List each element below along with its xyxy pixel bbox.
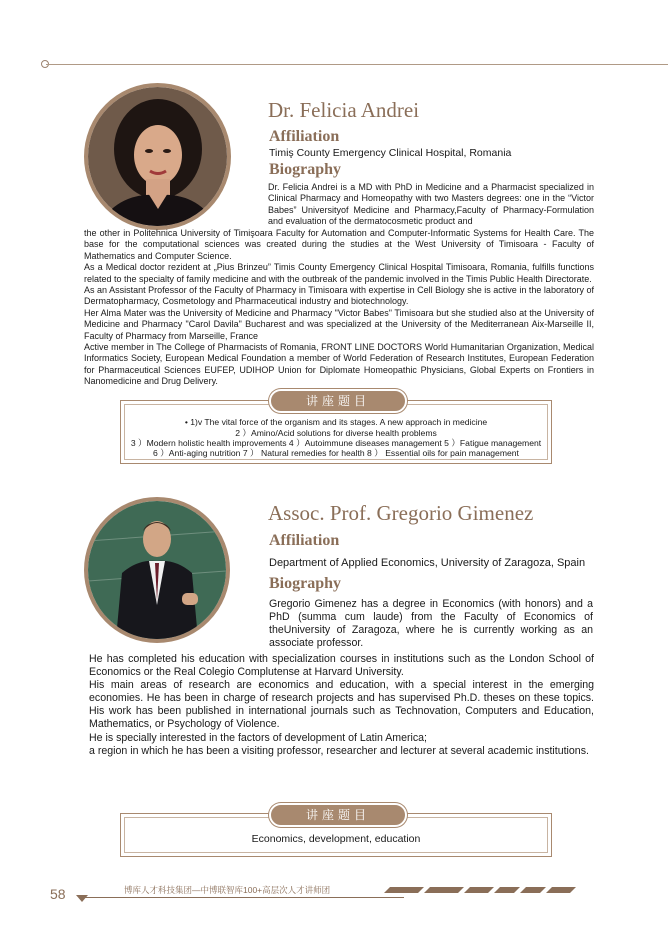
speaker-2-name: Assoc. Prof. Gregorio Gimenez <box>268 501 534 525</box>
bio-paragraph: the other in Politehnica University of Timişoara Faculty for Automation and Computer-Informatic Systems for Health Care. The base for the computational sciences was created during the studies at the West University of Timisoara - Faculty of Mathematics and Computer Science. <box>84 228 594 261</box>
footer-text: 博库人才科技集团—中博联智库100+高层次人才讲师团 <box>124 885 331 895</box>
topic-line: 6 ）Anti-aging nutrition 7 ） Natural remedies for health 8 ） Essential oils for pain management <box>153 448 519 458</box>
speaker-2-portrait <box>84 497 230 643</box>
speaker-2-affiliation: Department of Applied Economics, University of Zaragoza, Spain <box>269 557 586 569</box>
footer-rule <box>84 897 404 898</box>
bio-paragraph: As an Assistant Professor of the Faculty of Pharmacy in Timisoara with expertise in Cell Biology she is active in the laboratory of Dermatopharmacy, Cosmetology and Pharmaceutical industry and biotechnology. <box>84 285 594 307</box>
speaker-1-bio-body <box>84 228 594 388</box>
bio-paragraph: As a Medical doctor rezident at „Pius Brinzeu” Timis County Emergency Clinical Hospital Timisoara, Romania, fulfills functions related to the specialty of family medicine and with the outbreak of the pandemic involved in the Timis Public Health Directorate. <box>84 262 594 284</box>
speaker-1-affiliation-heading: Affiliation <box>269 128 340 145</box>
speaker-1-biography-heading: Biography <box>269 161 342 178</box>
speaker-1-bio-intro: Dr. Felicia Andrei is a MD with PhD in Medicine and a Pharmacist specialized in Clinical Pharmacy and Homeopathy with two Masters degrees: one in the “Victor Babes” Universityof Medicine and Pharmacy,Faculty of Pharmacy-Formulation and evaluation of the dermatocosmetic product and <box>268 182 594 227</box>
speaker-2-bio-intro: Gregorio Gimenez has a degree in Economics (with honors) and a PhD (summa cum laude) from the Faculty of Economics of theUniversity of Zaragoza, where he is currently working as an associate professor. <box>269 598 593 650</box>
bio-paragraph: a region in which he has been a visiting professor, researcher and lecturer at several academic institutions. <box>89 744 589 757</box>
bio-paragraph: Active member in The College of Pharmacists of Romania, FRONT LINE DOCTORS World Humanitarian Organization, Medical Informatics Society, European Medical Foundation a member of World Federation of Research Institutes, European Federation for Pharmaceutical Sciences EUFEP, UDIHOP Union for Diplomate Homeopathic Physicians, Global Experts on Frontiers in Nanomedicine and Drug Delivery. <box>84 342 594 387</box>
speaker-1-affiliation: Timiş County Emergency Clinical Hospital, Romania <box>269 147 512 159</box>
bio-paragraph: His main areas of research are economics and education, with a special interest in the emerging economies. He has been in charge of research projects and has supervised Ph.D. theses on these topics. His work has been published in international journals such as Technovation, Computers and Education, Mathematics, or Psychology of Violence. <box>89 679 594 731</box>
bio-paragraph: He has completed his education with specialization courses in institutions such as the London School of Economics or the Real Colegio Complutense at Harvard University. <box>89 653 594 679</box>
topic-line: Economics, development, education <box>251 833 421 845</box>
speaker-2-bio-body <box>89 653 594 758</box>
topic-line: 3 ）Modern holistic health improvements 4 ）Autoimmune diseases management 5 ）Fatigue management <box>130 438 542 448</box>
footer-stripes <box>384 887 584 895</box>
topic-line: 2 ）Amino/Acid solutions for diverse health problems <box>235 428 437 438</box>
speaker-1-portrait <box>84 83 231 230</box>
topic-line: • 1)v The vital force of the organism and its stages. A new approach in medicine <box>184 417 488 427</box>
speaker-1-name: Dr. Felicia Andrei <box>268 98 420 122</box>
speaker-1-topics-label: 讲座题目 <box>269 389 407 413</box>
header-rule <box>46 64 668 65</box>
speaker-2-affiliation-heading: Affiliation <box>269 532 340 549</box>
bio-paragraph: He is specially interested in the factors of development of Latin America; <box>89 731 427 744</box>
bio-paragraph: Her Alma Mater was the University of Medicine and Pharmacy "Victor Babes" Timisoara but she studied also at the University of Medicine and Pharmacy "Carol Davila" Bucharest and was specialized at the University of the Mediterranean Aix-Marseille II, Faculty of Pharmacy from Marseille, France <box>84 307 594 341</box>
page-number: 58 <box>50 886 66 902</box>
speaker-2-topics-label: 讲座题目 <box>269 803 407 827</box>
speaker-2-biography-heading: Biography <box>269 575 342 592</box>
